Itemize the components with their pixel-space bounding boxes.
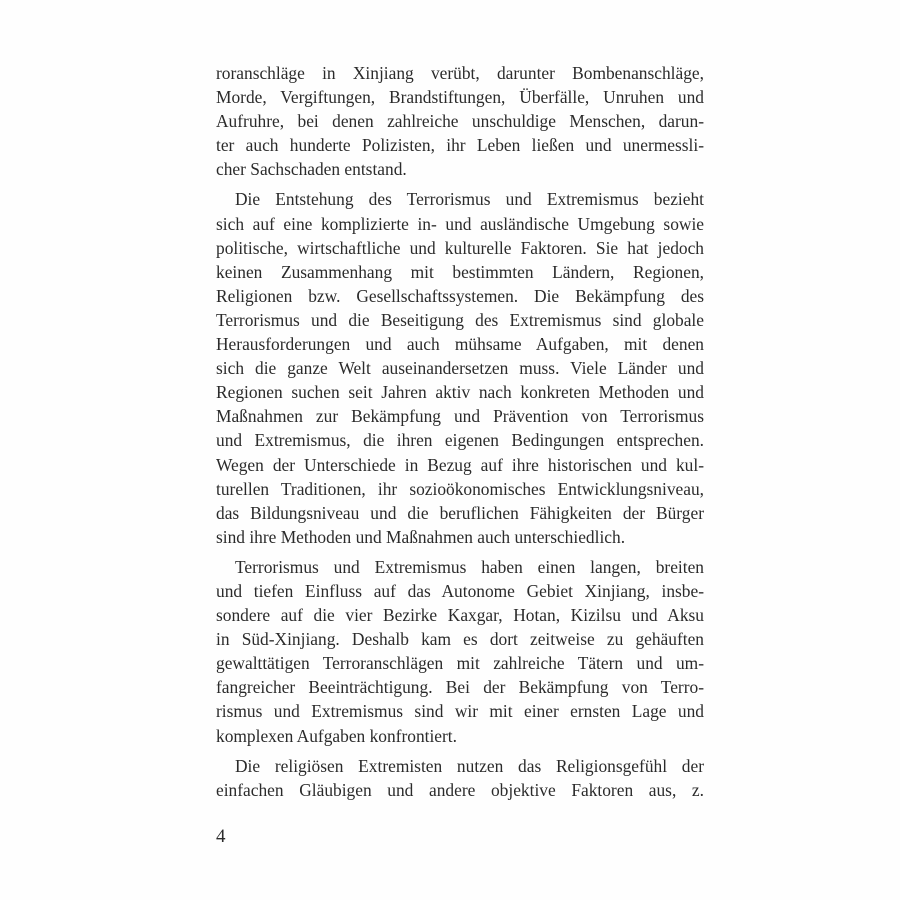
text-line: und Extremismus, die ihren eigenen Bedingungen entsprechen.: [216, 430, 704, 451]
text-line: sich die ganze Welt auseinandersetzen muss. Viele Länder und: [216, 358, 704, 379]
text-line: turellen Traditionen, ihr sozioökonomisches Entwicklungsniveau,: [216, 478, 704, 499]
text-line: Herausforderungen und auch mühsame Aufgaben, mit denen: [216, 334, 704, 355]
text-line: Religionen bzw. Gesellschaftssystemen. Die Bekämpfung des: [216, 285, 704, 306]
text-line: keinen Zusammenhang mit bestimmten Ländern, Regionen,: [216, 261, 704, 282]
paragraph-4: [216, 754, 704, 802]
text-line: rismus und Extremismus sind wir mit einer ernsten Lage und: [216, 701, 704, 722]
text-line: fangreicher Beeinträchtigung. Bei der Bekämpfung von Terro-: [216, 677, 704, 698]
paragraph-1: [216, 61, 704, 181]
text-line: Regionen suchen seit Jahren aktiv nach konkreten Methoden und: [216, 382, 704, 403]
text-line: Terrorismus und die Beseitigung des Extremismus sind globale: [216, 309, 704, 330]
text-line: Maßnahmen zur Bekämpfung und Prävention von Terrorismus: [216, 406, 704, 427]
page-number: 4: [216, 826, 226, 847]
text-line: politische, wirtschaftliche und kulturelle Faktoren. Sie hat jedoch: [216, 237, 704, 258]
text-line: komplexen Aufgaben konfrontiert.: [216, 725, 457, 746]
text-line: ter auch hunderte Polizisten, ihr Leben ließen und unermessli-: [216, 135, 704, 156]
text-line: Terrorismus und Extremismus haben einen langen, breiten: [235, 556, 704, 577]
text-line: Aufruhre, bei denen zahlreiche unschuldige Menschen, darun-: [216, 111, 704, 132]
paragraph-3: [216, 555, 704, 748]
text-line: gewalttätigen Terroranschlägen mit zahlreiche Tätern und um-: [216, 653, 704, 674]
text-line: cher Sachschaden entstand.: [216, 159, 407, 180]
text-line: einfachen Gläubigen und andere objektive Faktoren aus, z.: [216, 779, 704, 800]
paragraph-2: [216, 187, 704, 548]
text-line: sind ihre Methoden und Maßnahmen auch unterschiedlich.: [216, 526, 626, 547]
text-line: Wegen der Unterschiede in Bezug auf ihre historischen und kul-: [216, 454, 704, 475]
text-line: und tiefen Einfluss auf das Autonome Gebiet Xinjiang, insbe-: [216, 580, 704, 601]
text-line: roranschläge in Xinjiang verübt, darunter Bombenanschläge,: [216, 63, 704, 83]
text-line: in Süd-Xinjiang. Deshalb kam es dort zeitweise zu gehäuften: [216, 629, 704, 650]
text-line: sondere auf die vier Bezirke Kaxgar, Hotan, Kizilsu und Aksu: [216, 605, 704, 626]
text-line: Morde, Vergiftungen, Brandstiftungen, Überfälle, Unruhen und: [216, 87, 704, 108]
text-line: sich auf eine komplizierte in- und ausländische Umgebung sowie: [216, 213, 704, 234]
text-line: Die Entstehung des Terrorismus und Extremismus bezieht: [235, 189, 704, 210]
text-line: das Bildungsniveau und die beruflichen Fähigkeiten der Bürger: [216, 502, 704, 523]
text-line: Die religiösen Extremisten nutzen das Religionsgefühl der: [235, 755, 704, 776]
body-text: [216, 61, 704, 802]
